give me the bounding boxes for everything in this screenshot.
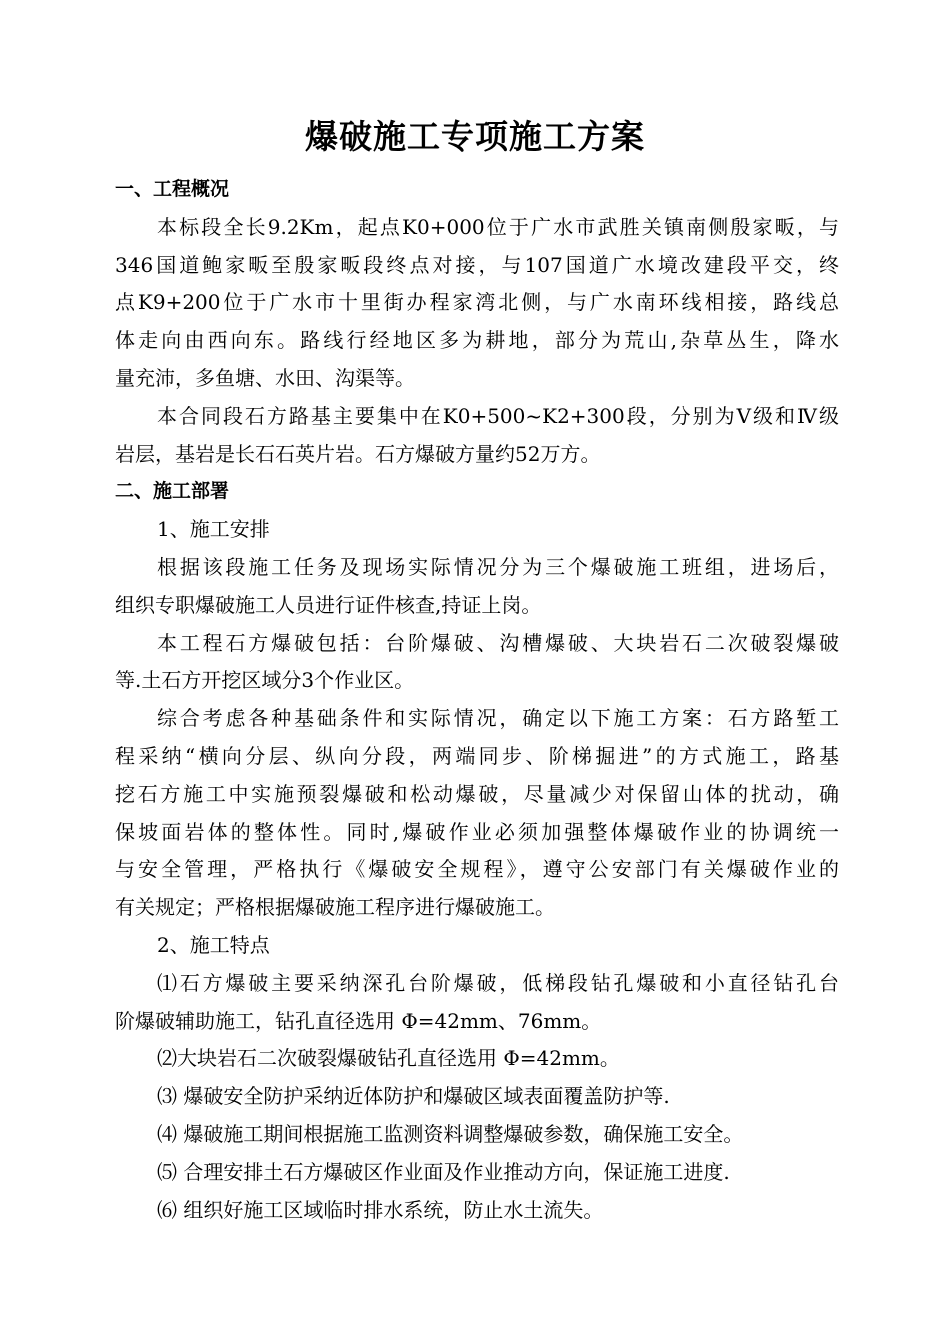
paragraph-line: 2、施工特点 [157,932,270,957]
paragraph-line: 与安全管理，严格执行《爆破安全规程》，遵守公安部门有关爆破作业的 [115,857,839,882]
paragraph-line: 阶爆破辅助施工，钻孔直径选用 Φ=42mm、76mm。 [115,1008,602,1033]
paragraph-line: ⑹ 组织好施工区域临时排水系统，防止水土流失。 [157,1197,604,1222]
paragraph-line: 等.土石方开挖区域分3个作业区。 [115,668,415,693]
paragraph-line: 体走向由西向东。路线行经地区多为耕地，部分为荒山,杂草丛生，降水 [115,328,839,353]
section-heading: 一、工程概况 [115,178,230,200]
paragraph-line: 有关规定；严格根据爆破施工程序进行爆破施工。 [115,895,555,920]
paragraph-line: 本工程石方爆破包括：台阶爆破、沟槽爆破、大块岩石二次破裂爆破 [157,630,839,655]
paragraph-line: 346国道鲍家畈至殷家畈段终点对接，与107国道广水境改建段平交，终 [115,252,839,277]
paragraph-line: ⑴石方爆破主要采纳深孔台阶爆破，低梯段钻孔爆破和小直径钻孔台 [157,970,839,995]
paragraph-line: ⑵大块岩石二次破裂爆破钻孔直径选用 Φ=42mm。 [157,1046,620,1071]
paragraph-line: 保坡面岩体的整体性。同时,爆破作业必须加强整体爆破作业的协调统一 [115,819,839,844]
document-body [115,171,839,1229]
paragraph-line: ⑸ 合理安排土石方爆破区作业面及作业推动方向，保证施工进度. [157,1159,730,1184]
paragraph-line: 本合同段石方路基主要集中在K0+500~K2+300段，分别为Ⅴ级和Ⅳ级 [157,403,839,428]
paragraph-line: 综合考虑各种基础条件和实际情况，确定以下施工方案：石方路堑工 [157,706,839,731]
paragraph-line: ⑷ 爆破施工期间根据施工监测资料调整爆破参数，确保施工安全。 [157,1121,744,1146]
paragraph-line: 根据该段施工任务及现场实际情况分为三个爆破施工班组，进场后， [157,554,839,579]
paragraph-line: 岩层，基岩是长石石英片岩。石方爆破方量约52万方。 [115,441,601,466]
paragraph-line: 程采纳“横向分层、纵向分段，两端同步、阶梯掘进”的方式施工，路基 [115,743,839,768]
paragraph-line: 点K9+200位于广水市十里街办程家湾北侧，与广水南环线相接，路线总 [115,290,839,315]
paragraph-line: ⑶ 爆破安全防护采纳近体防护和爆破区域表面覆盖防护等. [157,1084,670,1109]
document-title: 爆破施工专项施工方案 [305,117,645,156]
paragraph-line: 挖石方施工中实施预裂爆破和松动爆破，尽量减少对保留山体的扰动，确 [115,781,839,806]
paragraph-line: 组织专职爆破施工人员进行证件核查,持证上岗。 [115,592,542,617]
paragraph-line: 1、施工安排 [157,517,270,542]
paragraph-line: 量充沛，多鱼塘、水田、沟渠等。 [115,365,415,390]
paragraph-line: 本标段全长9.2Km，起点K0+000位于广水市武胜关镇南侧殷家畈，与 [157,214,839,239]
section-heading: 二、施工部署 [115,480,230,503]
